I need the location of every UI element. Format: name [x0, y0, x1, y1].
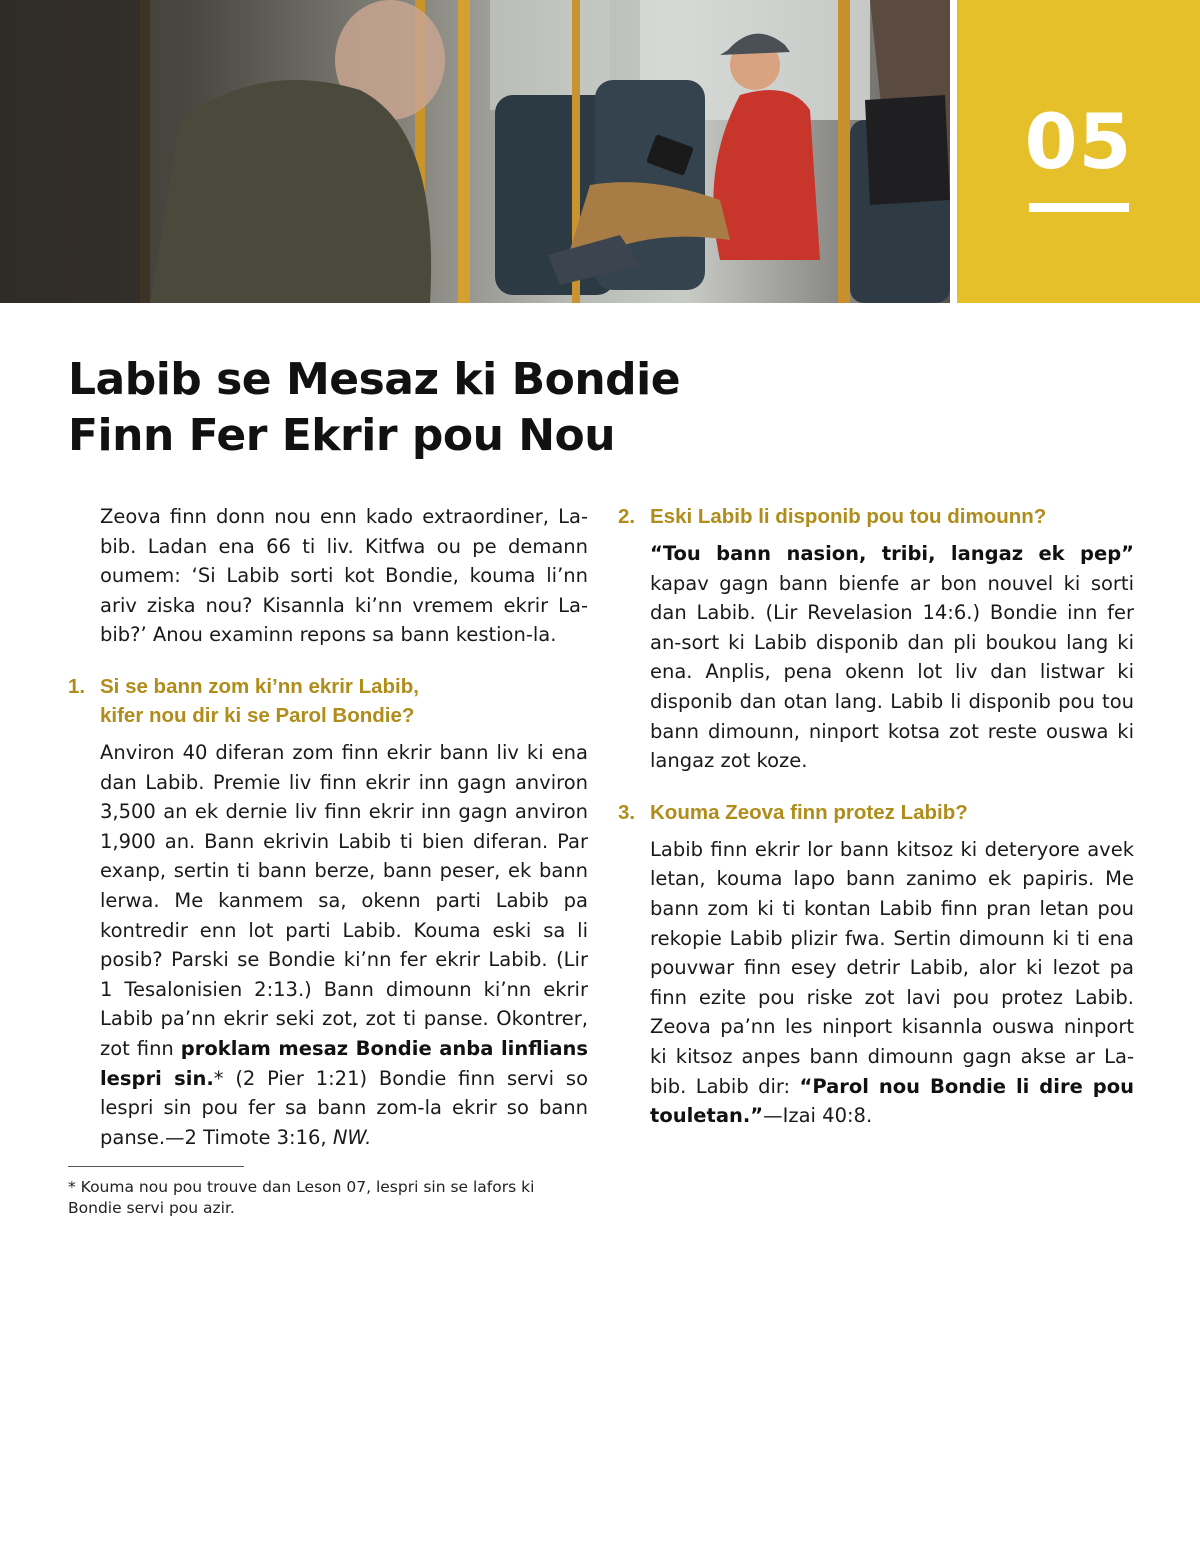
title-line-1: Labib se Mesaz ki Bondie: [68, 354, 681, 405]
lesson-number-box: [957, 0, 1200, 303]
question-1-heading: [68, 672, 588, 730]
lesson-number: 05: [1024, 97, 1133, 186]
footnote: * Kouma nou pou trouve dan Leson 07, lespri sin se lafors ki Bondie servi pou azir.: [68, 1178, 535, 1218]
answer-1-emphasis: proklam mesaz Bondie anba linflians lespri sin.: [100, 1036, 588, 1090]
answer-1-text-b: * (2 Pier 1:21) Bondie finn servi so lespri sin pou fer sa bann zom-la ekrir so bann panse.—2 Timote 3:16,: [100, 1066, 588, 1149]
answer-3-emphasis: “Parol nou Bondie li dire pou touletan.”: [650, 1074, 1134, 1128]
answer-3-paragraph: [618, 835, 1134, 1131]
question-1-number: 1.: [68, 674, 86, 698]
question-2-number: 2.: [618, 505, 636, 528]
lesson-number-underline: [1029, 203, 1129, 212]
answer-1-paragraph: [68, 738, 588, 1152]
question-2-text: Eski Labib li disponib pou tou dimounn?: [650, 505, 1047, 528]
answer-3-text-a: Labib finn ekrir lor bann kitsoz ki deteryore avek letan, kouma lapo bann zanimo ek papiris. Me bann zom ki ti kontan Labib finn pran letan pou rekopie Labib plizir fwa. Sertin dimounn ki ti ena pouvwar finn esey detrir Labib, alor ki lezot pa finn ezite pou riske zot lavi pou protez Labib. Zeova pa’nn les ninport kisannla ouswa ninport ki kitsoz anpes bann dimounn gagn akse ar Labib. Labib dir:: [650, 837, 1134, 1098]
question-1-line-2: kifer nou dir ki se Parol Bondie?: [100, 703, 415, 727]
answer-2-emphasis: “Tou bann nasion, tribi, langaz ek pep”: [650, 542, 1134, 565]
header-photo: [0, 0, 950, 303]
answer-3-text-b: —Izai 40:8.: [763, 1104, 873, 1128]
title-line-2: Finn Fer Ekrir pou Nou: [68, 410, 616, 461]
question-2-heading: [618, 502, 1134, 531]
intro-paragraph: Zeova finn donn nou enn kado extraordiner, Labib. Ladan ena 66 ti liv. Kitfwa ou pe demann oumem: ‘Si Labib sorti kot Bondie, kouma li’nn ariv ziska nou? Kisannla ki’nn vremem ekrir Labib?’ Anou examinn repons sa bann kestion-la.: [100, 505, 588, 647]
right-column: [618, 502, 1134, 1131]
question-3-text: Kouma Zeova finn protez Labib?: [650, 800, 968, 824]
left-column: [68, 502, 588, 1219]
bus-passenger-reading-bible-photo: [0, 0, 950, 303]
question-1-line-1: Si se bann zom ki’nn ekrir Labib,: [100, 674, 419, 698]
answer-2-text-a: kapav gagn bann bienfe ar bon nouvel ki sorti dan Labib. (Lir Revelasion 14:6.) Bondie inn fer an-sort ki Labib disponib dan pli boukou lang ki ena. Anplis, pena okenn lot liv dan listwar ki disponib dan otan lang. Labib li disponib pou tou bann dimounn, ninport kotsa zot reste ouswa ki langaz zot koze.: [650, 571, 1134, 773]
answer-1-text-a: Anviron 40 diferan zom finn ekrir bann liv ki ena dan Labib. Premie liv finn ekrir inn gagn anviron 3,500 an ek dernie liv finn ekrir inn gagn anviron 1,900 an. Bann ekrivin Labib ti bien diferan. Par exanp, sertin ti bann berze, bann peser, ek bann lerwa. Me kanmem sa, okenn parti Labib pa kontredir enn lot parti Labib. Kouma eski sa li posib? Parski se Bondie ki’nn fer ekrir Labib. (Lir 1 Tesalonisien 2:13.) Bann dimounn ki’nn ekrir Labib pa’nn ekrir seki zot, zot ti panse. Okontrer, zot finn: [100, 740, 588, 1060]
answer-2-paragraph: [618, 539, 1134, 776]
question-3-heading: [618, 798, 1134, 827]
answer-1-version: NW.: [332, 1125, 372, 1149]
question-3-number: 3.: [618, 800, 636, 824]
footnote-divider: [68, 1166, 244, 1167]
page-title: [68, 352, 968, 464]
